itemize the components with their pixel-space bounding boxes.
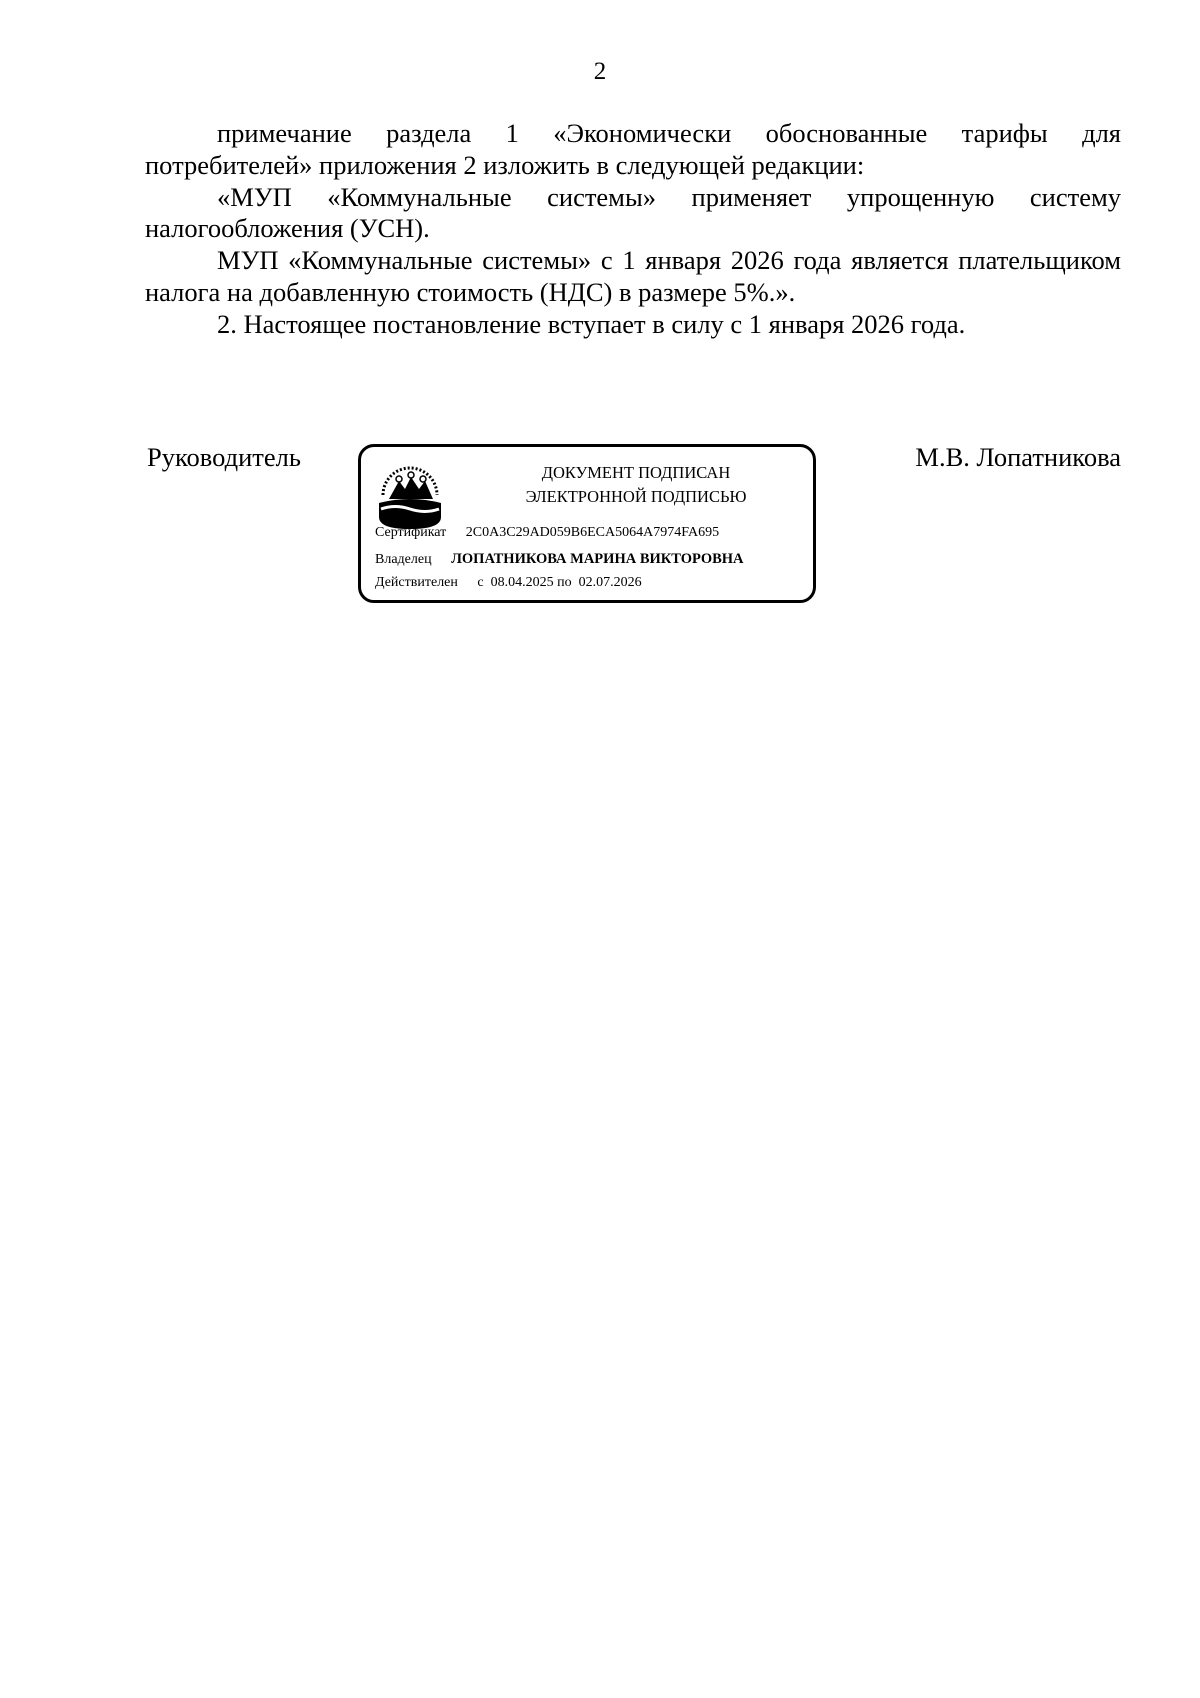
certificate-value: 2C0A3C29AD059B6ECA5064A7974FA695 [465, 525, 720, 540]
certificate-row [375, 525, 719, 541]
page-number: 2 [593, 58, 607, 85]
owner-row [375, 551, 744, 568]
electronic-signature-stamp [358, 444, 816, 603]
stamp-title [511, 461, 761, 509]
owner-value: ЛОПАТНИКОВА МАРИНА ВИКТОРОВНА [451, 551, 744, 567]
owner-label: Владелец [375, 552, 432, 567]
validity-label: Действителен [375, 575, 458, 590]
stamp-title-line: ДОКУМЕНТ ПОДПИСАН [541, 463, 731, 482]
validity-row [375, 575, 642, 591]
signature-position: Руководитель [147, 442, 301, 472]
paragraph: 2. Настоящее постановление вступает в силу с 1 января 2026 года. [217, 308, 966, 339]
paragraph: МУП «Коммунальные системы» с 1 января 2026 года является плательщиком налога на добавленную стоимость (НДС) в размере 5%.». [145, 245, 1121, 307]
signature-name: М.В. Лопатникова [915, 442, 1121, 472]
certificate-label: Сертификат [375, 525, 447, 540]
stamp-title-line: ЭЛЕКТРОННОЙ ПОДПИСЬЮ [525, 487, 747, 506]
paragraph: «МУП «Коммунальные системы» применяет упрощенную систему налогообложения (УСН). [145, 181, 1121, 244]
document-body [145, 118, 1121, 341]
paragraph: примечание раздела 1 «Экономически обоснованные тарифы для потребителей» приложения 2 изложить в следующей редакции: [145, 118, 1121, 180]
validity-value: с 08.04.2025 по 02.07.2026 [477, 575, 642, 590]
coat-of-arms-icon [375, 459, 445, 531]
